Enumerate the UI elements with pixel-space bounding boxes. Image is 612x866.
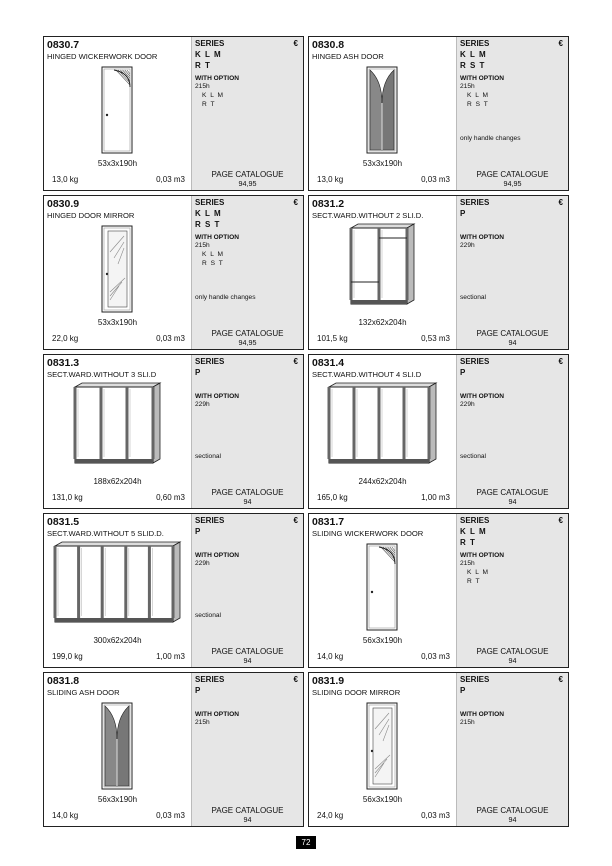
product-weight: 199,0 kg xyxy=(52,652,83,661)
product-card xyxy=(43,354,304,509)
product-picture xyxy=(309,381,456,479)
with-option-label: WITH OPTION xyxy=(460,393,504,400)
page-catalogue-value: 94,95 xyxy=(238,338,257,347)
option-line: 215h xyxy=(460,560,475,567)
with-option-label: WITH OPTION xyxy=(195,75,239,82)
product-code: 0830.9 xyxy=(47,198,80,210)
product-card xyxy=(43,195,304,350)
page-catalogue-value: 94 xyxy=(508,815,517,824)
with-option-label: WITH OPTION xyxy=(195,234,239,241)
product-dimensions: 56x3x190h xyxy=(97,795,138,804)
product-volume: 0,03 m3 xyxy=(421,652,450,661)
option-line: K L M xyxy=(467,569,489,576)
option-note: sectional xyxy=(195,453,222,460)
page-catalogue-label: PAGE CATALOGUE xyxy=(476,329,549,338)
series-label: SERIES xyxy=(460,39,490,48)
product-info xyxy=(309,37,456,190)
product-picture xyxy=(44,540,191,638)
series-panel xyxy=(191,355,303,508)
page-number: 72 xyxy=(296,836,316,849)
product-name: HINGED WICKERWORK DOOR xyxy=(47,52,158,61)
product-card xyxy=(43,36,304,191)
euro-icon: € xyxy=(293,357,298,366)
with-option-label: WITH OPTION xyxy=(195,393,239,400)
product-volume: 0,03 m3 xyxy=(421,811,450,820)
product-card xyxy=(43,672,304,827)
option-line: 229h xyxy=(195,560,210,567)
product-info xyxy=(44,196,191,349)
page-catalogue-value: 94 xyxy=(508,656,517,665)
series-codes: P xyxy=(195,368,202,377)
option-line: R T xyxy=(202,101,216,108)
series-codes: K L M xyxy=(460,527,487,536)
series-codes: R S T xyxy=(460,61,486,70)
product-weight: 13,0 kg xyxy=(52,175,79,184)
product-code: 0831.3 xyxy=(47,357,80,369)
page-catalogue-label: PAGE CATALOGUE xyxy=(211,806,284,815)
series-codes: R T xyxy=(460,538,476,547)
wicker-door-illustration xyxy=(44,63,191,161)
wardrobe-5-illustration xyxy=(44,540,191,638)
series-codes: K L M xyxy=(195,50,222,59)
option-line: K L M xyxy=(202,251,224,258)
page-catalogue-value: 94 xyxy=(243,656,252,665)
product-picture xyxy=(309,699,456,797)
product-code: 0831.2 xyxy=(312,198,345,210)
option-note: only handle changes xyxy=(195,294,256,301)
series-codes: P xyxy=(195,527,202,536)
series-label: SERIES xyxy=(195,357,225,366)
product-volume: 1,00 m3 xyxy=(421,493,450,502)
series-label: SERIES xyxy=(195,675,225,684)
product-weight: 24,0 kg xyxy=(317,811,344,820)
product-info xyxy=(309,355,456,508)
product-picture xyxy=(44,381,191,479)
option-line: R T xyxy=(467,578,481,585)
product-weight: 131,0 kg xyxy=(52,493,83,502)
product-volume: 0,60 m3 xyxy=(156,493,185,502)
euro-icon: € xyxy=(558,198,563,207)
series-panel xyxy=(191,673,303,826)
page-catalogue-value: 94 xyxy=(508,338,517,347)
option-line: 229h xyxy=(460,401,475,408)
page-catalogue-label: PAGE CATALOGUE xyxy=(476,806,549,815)
wardrobe-3-illustration xyxy=(44,381,191,479)
series-codes: P xyxy=(195,686,202,695)
product-info xyxy=(44,673,191,826)
option-line: K L M xyxy=(467,92,489,99)
series-codes: R S T xyxy=(195,220,221,229)
option-line: 215h xyxy=(195,242,210,249)
product-card xyxy=(308,36,569,191)
euro-icon: € xyxy=(293,516,298,525)
product-info xyxy=(44,355,191,508)
series-codes: R T xyxy=(195,61,211,70)
product-weight: 101,5 kg xyxy=(317,334,348,343)
product-name: SLIDING WICKERWORK DOOR xyxy=(312,529,424,538)
product-weight: 13,0 kg xyxy=(317,175,344,184)
page-catalogue-label: PAGE CATALOGUE xyxy=(211,170,284,179)
wicker-door-illustration xyxy=(309,540,456,638)
product-info xyxy=(309,673,456,826)
product-info xyxy=(44,514,191,667)
series-label: SERIES xyxy=(195,198,225,207)
series-label: SERIES xyxy=(460,675,490,684)
page-catalogue-value: 94,95 xyxy=(238,179,257,188)
ash-door-illustration xyxy=(309,63,456,161)
product-card xyxy=(308,195,569,350)
series-label: SERIES xyxy=(195,39,225,48)
with-option-label: WITH OPTION xyxy=(460,711,504,718)
series-codes: P xyxy=(460,368,467,377)
option-line: 229h xyxy=(195,401,210,408)
product-picture xyxy=(309,63,456,161)
page-catalogue-value: 94 xyxy=(243,815,252,824)
product-dimensions: 53x3x190h xyxy=(97,159,138,168)
product-weight: 22,0 kg xyxy=(52,334,79,343)
product-name: SECT.WARD.WITHOUT 2 SLI.D. xyxy=(312,211,424,220)
product-name: SECT.WARD.WITHOUT 5 SLID.D. xyxy=(47,529,164,538)
page-catalogue-label: PAGE CATALOGUE xyxy=(476,488,549,497)
product-volume: 0,03 m3 xyxy=(156,175,185,184)
series-panel xyxy=(456,673,568,826)
product-info xyxy=(309,514,456,667)
option-line: 215h xyxy=(195,719,210,726)
page-catalogue-value: 94,95 xyxy=(503,179,522,188)
product-name: SLIDING ASH DOOR xyxy=(47,688,120,697)
page-catalogue-value: 94 xyxy=(508,497,517,506)
product-name: HINGED DOOR MIRROR xyxy=(47,211,135,220)
series-panel xyxy=(456,514,568,667)
series-panel xyxy=(191,37,303,190)
product-name: HINGED ASH DOOR xyxy=(312,52,384,61)
with-option-label: WITH OPTION xyxy=(460,552,504,559)
series-codes: P xyxy=(460,209,467,218)
euro-icon: € xyxy=(558,357,563,366)
page-catalogue-label: PAGE CATALOGUE xyxy=(476,170,549,179)
option-note: sectional xyxy=(195,612,222,619)
page-catalogue-label: PAGE CATALOGUE xyxy=(211,647,284,656)
with-option-label: WITH OPTION xyxy=(195,552,239,559)
product-weight: 165,0 kg xyxy=(317,493,348,502)
mirror-door-illustration xyxy=(309,699,456,797)
euro-icon: € xyxy=(293,198,298,207)
series-panel xyxy=(191,196,303,349)
page-catalogue-label: PAGE CATALOGUE xyxy=(211,329,284,338)
series-codes: P xyxy=(460,686,467,695)
euro-icon: € xyxy=(558,516,563,525)
series-label: SERIES xyxy=(195,516,225,525)
product-dimensions: 56x3x190h xyxy=(362,636,403,645)
with-option-label: WITH OPTION xyxy=(460,234,504,241)
product-name: SLIDING DOOR MIRROR xyxy=(312,688,401,697)
series-codes: K L M xyxy=(460,50,487,59)
product-dimensions: 132x62x204h xyxy=(358,318,407,327)
product-volume: 0,53 m3 xyxy=(421,334,450,343)
product-info xyxy=(44,37,191,190)
option-line: 215h xyxy=(195,83,210,90)
product-dimensions: 53x3x190h xyxy=(362,159,403,168)
product-dimensions: 56x3x190h xyxy=(362,795,403,804)
product-name: SECT.WARD.WITHOUT 4 SLI.D xyxy=(312,370,422,379)
product-volume: 1,00 m3 xyxy=(156,652,185,661)
option-line: R S T xyxy=(467,101,489,108)
product-dimensions: 300x62x204h xyxy=(93,636,142,645)
product-code: 0831.9 xyxy=(312,675,345,687)
option-line: R S T xyxy=(202,260,224,267)
series-label: SERIES xyxy=(460,516,490,525)
product-dimensions: 244x62x204h xyxy=(358,477,407,486)
product-code: 0831.5 xyxy=(47,516,80,528)
product-weight: 14,0 kg xyxy=(317,652,344,661)
page-catalogue-label: PAGE CATALOGUE xyxy=(211,488,284,497)
series-panel xyxy=(456,355,568,508)
mirror-door-illustration xyxy=(44,222,191,320)
product-code: 0831.8 xyxy=(47,675,80,687)
product-picture xyxy=(309,540,456,638)
option-line: K L M xyxy=(202,92,224,99)
product-volume: 0,03 m3 xyxy=(156,811,185,820)
series-panel xyxy=(456,37,568,190)
product-code: 0831.4 xyxy=(312,357,345,369)
series-panel xyxy=(456,196,568,349)
product-picture xyxy=(44,222,191,320)
series-codes: K L M xyxy=(195,209,222,218)
with-option-label: WITH OPTION xyxy=(460,75,504,82)
product-name: SECT.WARD.WITHOUT 3 SLI.D xyxy=(47,370,157,379)
product-picture xyxy=(309,222,456,320)
product-code: 0830.8 xyxy=(312,39,345,51)
product-code: 0831.7 xyxy=(312,516,345,528)
series-panel xyxy=(191,514,303,667)
product-volume: 0,03 m3 xyxy=(421,175,450,184)
page-catalogue-label: PAGE CATALOGUE xyxy=(476,647,549,656)
series-label: SERIES xyxy=(460,198,490,207)
product-weight: 14,0 kg xyxy=(52,811,79,820)
product-code: 0830.7 xyxy=(47,39,80,51)
product-dimensions: 53x3x190h xyxy=(97,318,138,327)
product-picture xyxy=(44,63,191,161)
euro-icon: € xyxy=(293,675,298,684)
ash-door-illustration xyxy=(44,699,191,797)
product-card xyxy=(308,672,569,827)
wardrobe-4-illustration xyxy=(309,381,456,479)
page-catalogue-value: 94 xyxy=(243,497,252,506)
euro-icon: € xyxy=(558,39,563,48)
product-card xyxy=(43,513,304,668)
euro-icon: € xyxy=(293,39,298,48)
product-card xyxy=(308,354,569,509)
option-note: sectional xyxy=(460,294,487,301)
product-picture xyxy=(44,699,191,797)
product-dimensions: 188x62x204h xyxy=(93,477,142,486)
wardrobe-2-illustration xyxy=(309,222,456,320)
option-note: only handle changes xyxy=(460,135,521,142)
series-label: SERIES xyxy=(460,357,490,366)
option-note: sectional xyxy=(460,453,487,460)
product-info xyxy=(309,196,456,349)
euro-icon: € xyxy=(558,675,563,684)
option-line: 215h xyxy=(460,719,475,726)
product-card xyxy=(308,513,569,668)
option-line: 215h xyxy=(460,83,475,90)
with-option-label: WITH OPTION xyxy=(195,711,239,718)
product-volume: 0,03 m3 xyxy=(156,334,185,343)
option-line: 229h xyxy=(460,242,475,249)
